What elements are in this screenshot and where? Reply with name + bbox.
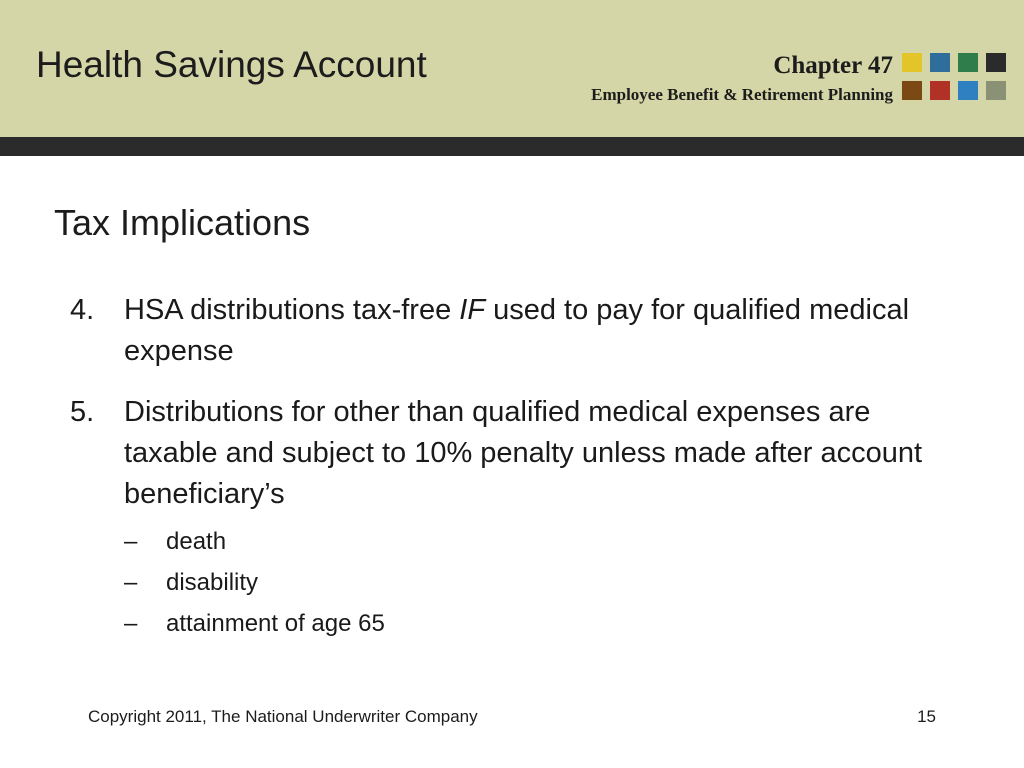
dash-bullet: – (124, 528, 138, 555)
color-square (958, 53, 978, 72)
item-text (124, 294, 909, 367)
sub-item-text: attainment of age 65 (166, 610, 385, 637)
dash-bullet: – (124, 610, 138, 637)
item-number: 4. (70, 294, 95, 326)
header-divider-bar (0, 137, 1024, 156)
sub-list-item (124, 521, 950, 562)
sub-item-text: disability (166, 569, 259, 596)
decorative-color-squares (902, 53, 1006, 103)
book-subtitle: Employee Benefit & Retirement Planning (591, 85, 893, 104)
dash-bullet: – (124, 569, 138, 596)
item-text-part: HSA distributions tax-free (124, 294, 460, 326)
list-item (70, 392, 950, 644)
sub-list-item (124, 603, 950, 644)
sub-item-text: death (166, 528, 227, 555)
page-number: 15 (917, 707, 936, 726)
copyright-text: Copyright 2011, The National Underwriter Company (88, 707, 478, 726)
color-square (930, 53, 950, 72)
chapter-label: Chapter 47 (773, 52, 893, 79)
color-square (958, 81, 978, 100)
sub-list (124, 521, 950, 644)
section-heading: Tax Implications (54, 202, 311, 243)
color-square (986, 53, 1006, 72)
numbered-list (70, 290, 950, 664)
emphasis-text: IF (459, 294, 486, 326)
color-square (986, 81, 1006, 100)
list-item (70, 290, 950, 372)
color-square (902, 81, 922, 100)
slide-title: Health Savings Account (36, 44, 427, 85)
item-text: Distributions for other than qualified medical expenses are taxable and subject to 10% penalty unless made after account beneficiary’s (124, 396, 923, 510)
color-square (930, 81, 950, 100)
item-number: 5. (70, 396, 95, 428)
sub-list-item (124, 562, 950, 603)
item-text-part: used to pay for qualified medical expense (124, 294, 910, 367)
color-square (902, 53, 922, 72)
slide-header (0, 0, 1024, 137)
